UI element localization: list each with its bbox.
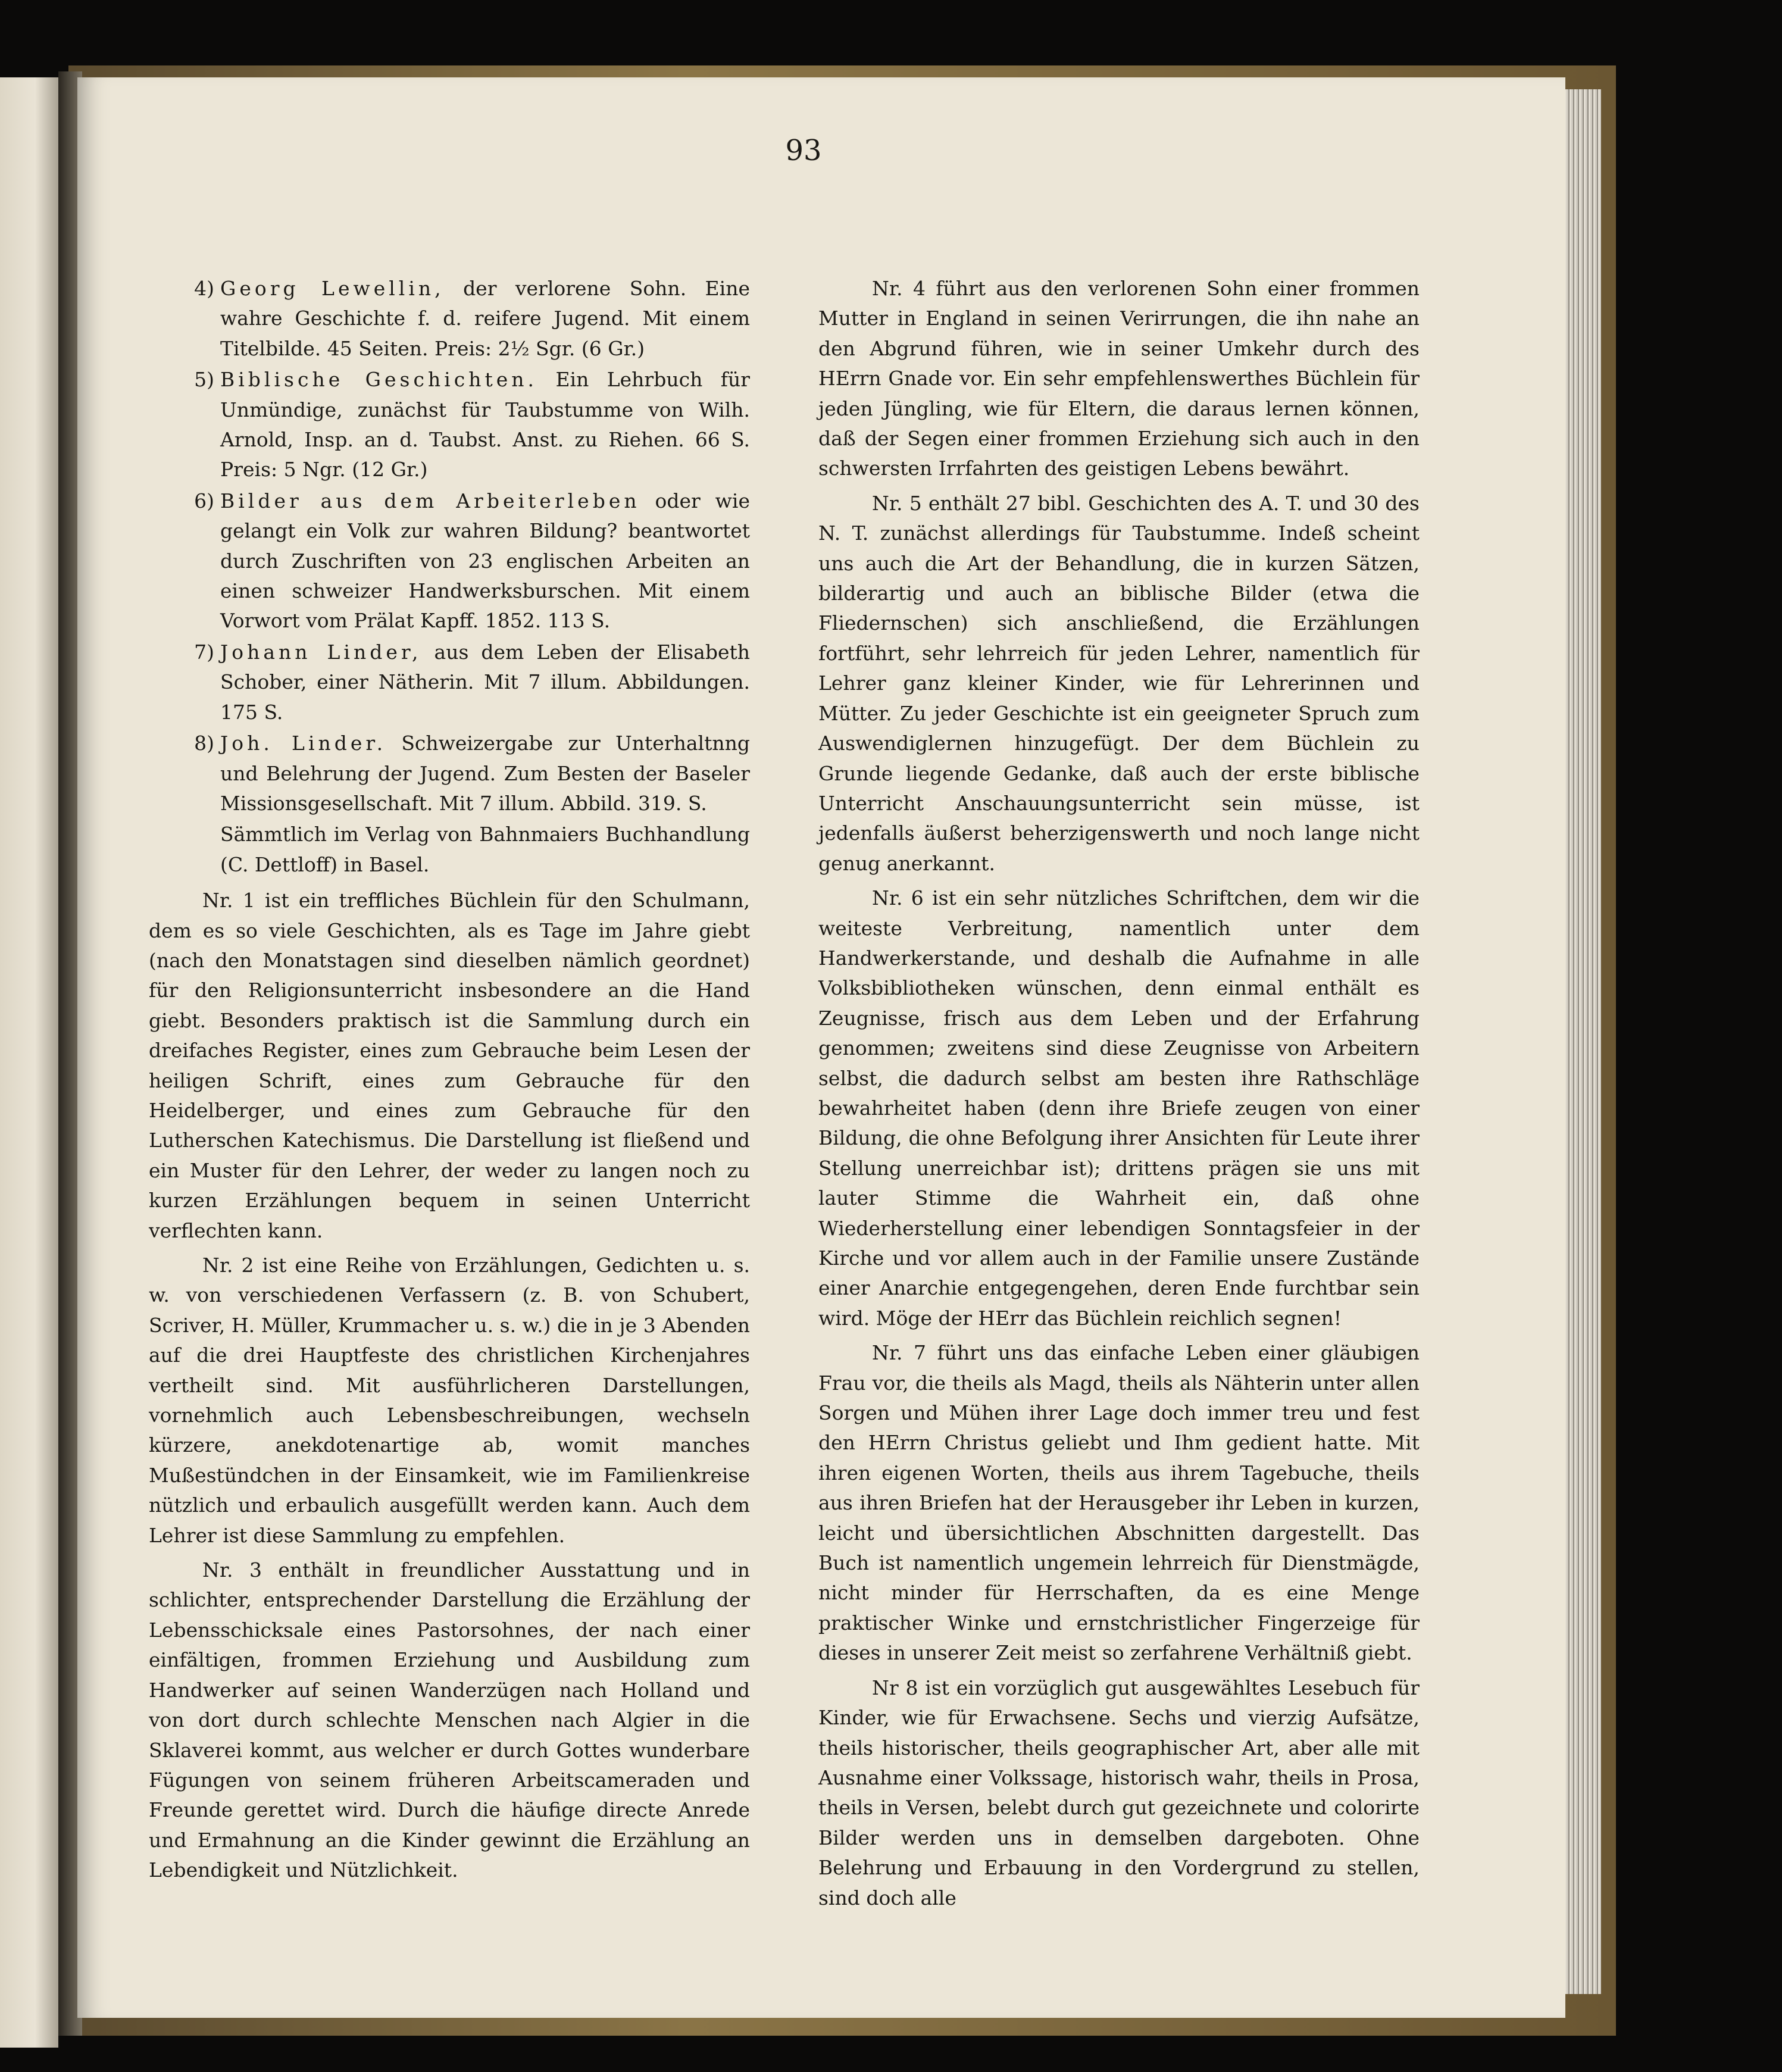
list-item-number: 4) — [194, 277, 214, 300]
list-item — [149, 729, 750, 818]
review-paragraph: Nr. 3 enthält in freundlicher Ausstattung und in schlichter, entsprechender Darstellung die Erzählung der Lebensschicksale eines Pastorsohnes, der nach einer einfältigen, frommen Erziehung und Ausbildung zum Handwerker auf seinen Wanderzügen nach Holland und von dort durch schlechte Menschen nach Algier in die Sklaverei kommt, aus welcher er durch Gottes wunderbare Fügungen von seinem früheren Arbeitscameraden und Freunde gerettet wird. Durch die häufige directe Anrede und Ermahnung an die Kinder gewinnt die Erzählung an Lebendigkeit und Nützlichkeit. — [149, 1558, 750, 1882]
review-paragraph: Nr. 1 ist ein treffliches Büchlein für den Schulmann, dem es so viele Geschichten, als es Tage im Jahre giebt (nach den Monatstagen sind dieselben nämlich geordnet) für den Religionsunterricht insbesondere an die Hand giebt. Besonders praktisch ist die Sammlung durch ein dreifaches Register, eines zum Gebrauche beim Lesen der heiligen Schrift, eines zum Gebrauche für den Heidelberger, und eines zum Gebrauche für den Lutherschen Katechismus. Die Darstellung ist fließend und ein Muster für den Lehrer, der weder zu langen noch zu kurzen Erzählungen bequem in seinen Unterricht verflechten kann. — [149, 889, 750, 1242]
review-paragraph: Nr. 4 führt aus den verlorenen Sohn einer frommen Mutter in England in seinen Verirrungen, die ihn nahe an den Abgrund führen, wie in seiner Umkehr durch des HErrn Gnade vor. Ein sehr empfehlenswerthes Büchlein für jeden Jüngling, wie für Eltern, die daraus lernen können, daß der Segen einer frommen Erziehung sich auch in den schwersten Irrfahrten des geistigen Lebens bewährt. — [818, 277, 1420, 480]
list-item-author: Biblische Geschichten. — [220, 368, 538, 392]
list-item-number: 5) — [194, 368, 214, 392]
review-paragraph: Nr. 5 enthält 27 bibl. Geschichten des A. T. und 30 des N. T. zunächst allerdings für Taubstumme. Indeß scheint uns auch die Art der Behandlung, die in kurzen Sätzen, bilderartig und auch an biblische Bilder (etwa die Fliedernschen) sich anschließend, die Erzählungen fortführt, sehr lehrreich für jeden Lehrer, namentlich für Lehrer ganz kleiner Kinder, wie für Lehrerinnen und Mütter. Zu jeder Geschichte ist ein geeigneter Spruch zum Auswendiglernen hinzugefügt. Der dem Büchlein zu Grunde liegende Gedanke, daß auch der erste biblische Unterricht Anschauungsunterricht sein müsse, ist jedenfalls äußerst beherzigenswerth und noch lange nicht genug anerkannt. — [818, 491, 1420, 875]
list-item-number: 7) — [194, 640, 214, 664]
list-item-text: der verlorene Sohn. Eine wahre Geschichte f. d. reifere Jugend. Mit einem Titelbilde. 45 Seiten. Preis: 2½ Sgr. (6 Gr.) — [220, 277, 750, 360]
list-item-author: Bilder aus dem Arbeiterleben — [220, 489, 640, 512]
left-column — [149, 274, 750, 1890]
publisher-note: Sämmtlich im Verlag von Bahnmaiers Buchhandlung (C. Dettloff) in Basel. — [220, 823, 750, 876]
list-item-author: Joh. Linder. — [220, 732, 387, 755]
list-item-author: Johann Linder, — [220, 640, 422, 664]
list-item-text: aus dem Leben der Elisabeth Schober, einer Nätherin. Mit 7 illum. Abbildungen. 175 S. — [220, 640, 750, 724]
review-paragraph: Nr. 7 führt uns das einfache Leben einer gläubigen Frau vor, die theils als Magd, theils als Nähterin unter allen Sorgen und Mühen ihrer Lage doch immer treu und fest den HErrn Christus geliebt und Ihm gedient hatte. Mit ihren eigenen Worten, theils aus ihrem Tagebuche, theils aus ihren Briefen hat der Herausgeber ihr Leben in kurzen, leicht und übersichtlichen Abschnitten dargestellt. Das Buch ist namentlich ungemein lehrreich für Dienstmägde, nicht minder für Herrschaften, da es eine Menge praktischer Winke und ernstchristlicher Fingerzeige für dieses in unserer Zeit meist so zerfahrene Verhältniß giebt. — [818, 1341, 1420, 1665]
list-item-number: 8) — [194, 732, 214, 755]
list-item-text: oder wie gelangt ein Volk zur wahren Bildung? beantwortet durch Zuschriften von 23 englischen Arbeiten an einen schweizer Handwerksburschen. Mit einem Vorwort vom Prälat Kapff. 1852. 113 S. — [220, 489, 751, 633]
facing-page-edge — [0, 77, 58, 2048]
page-number: 93 — [785, 134, 822, 167]
list-item-author: Georg Lewellin, — [220, 277, 445, 300]
review-paragraph: Nr. 2 ist eine Reihe von Erzählungen, Gedichten u. s. w. von verschiedenen Verfassern (z. B. von Schubert, Scriver, H. Müller, Krummacher u. s. w.) die in je 3 Abenden auf die drei Hauptfeste des christlichen Kirchenjahres vertheilt sind. Mit ausführlicheren Darstellungen, vornehmlich auch Lebensbeschreibungen, wechseln kürzere, anekdotenartige ab, womit manches Mußestündchen in der Einsamkeit, wie im Familienkreise nützlich und erbaulich ausgefüllt werden kann. Auch dem Lehrer ist diese Sammlung zu empfehlen. — [149, 1254, 750, 1547]
list-item — [149, 637, 750, 727]
review-paragraph: Nr. 6 ist ein sehr nützliches Schriftchen, dem wir die weiteste Verbreitung, namentlich unter dem Handwerkerstande, und deshalb die Aufnahme in alle Volksbibliotheken wünschen, denn einmal enthält es Zeugnisse, frisch aus dem Leben und der Erfahrung genommen; zweitens sind diese Zeugnisse von Arbeitern selbst, die dadurch selbst am besten ihre Rathschläge bewahrheitet haben (denn ihre Briefe zeugen von einer Bildung, die ohne Befolgung ihrer Ansichten für Leute ihrer Stellung unerreichbar ist); drittens prägen sie uns mit lauter Stimme die Wahrheit ein, daß ohne Wiederherstellung einer lebendigen Sonntagsfeier in der Kirche und vor allem auch in der Familie unsere Zustände einer Anarchie entgegengehen, deren Ende furchtbar sein wird. Möge der HErr das Büchlein reichlich segnen! — [818, 886, 1420, 1330]
list-item — [149, 486, 750, 636]
list-item-text: Schweizergabe zur Unterhaltnng und Belehrung der Jugend. Zum Besten der Baseler Missionsgesellschaft. Mit 7 illum. Abbild. 319. S. — [220, 732, 750, 815]
list-item-number: 6) — [194, 489, 214, 512]
list-item — [149, 274, 750, 364]
list-item — [149, 365, 750, 485]
review-paragraph: Nr 8 ist ein vorzüglich gut ausgewähltes Lesebuch für Kinder, wie für Erwachsene. Sechs und vierzig Aufsätze, theils historischer, theils geographischer Art, aber alle mit Ausnahme einer Volkssage, historisch wahr, theils in Prosa, theils in Versen, belebt durch gut gezeichnete und colorirte Bilder werden uns in demselben dargeboten. Ohne Belehrung und Erbauung in den Vordergrund zu stellen, sind doch alle — [818, 1676, 1420, 1910]
list-item-text: Ein Lehrbuch für Unmündige, zunächst für Taubstumme von Wilh. Arnold, Insp. an d. Taubst. Anst. zu Riehen. 66 S. Preis: 5 Ngr. (12 Gr.) — [220, 368, 750, 482]
right-column — [818, 274, 1420, 1918]
